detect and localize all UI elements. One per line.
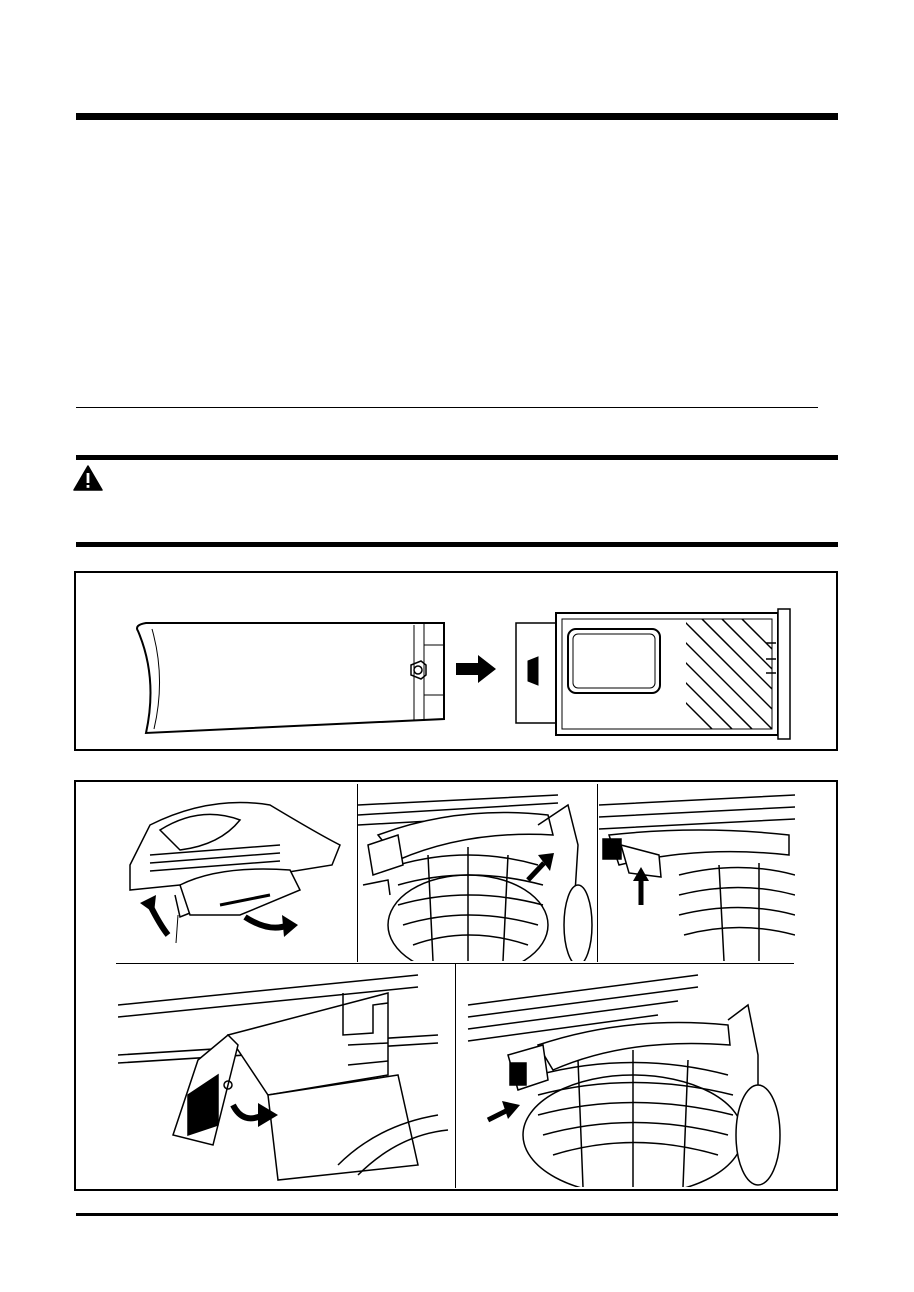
panel-divider bbox=[455, 963, 456, 1188]
arrow-right-icon bbox=[488, 1101, 520, 1120]
filter-basket bbox=[679, 863, 795, 961]
assembly-panel-2 bbox=[358, 785, 596, 961]
section-divider bbox=[76, 407, 818, 408]
arrow-right-icon bbox=[456, 655, 496, 683]
filter-basket bbox=[388, 847, 548, 961]
rotate-arrow-icon bbox=[140, 895, 168, 935]
warning-triangle-icon bbox=[73, 465, 103, 491]
footer-rule bbox=[76, 1213, 838, 1216]
rotate-arrow-icon bbox=[245, 915, 298, 937]
arrow-up-right-icon bbox=[528, 853, 554, 880]
assembly-panel-4 bbox=[118, 965, 454, 1187]
figure-tube-cartridge bbox=[74, 571, 838, 751]
assembly-panel-5 bbox=[458, 965, 794, 1187]
header-rule bbox=[76, 113, 838, 120]
assembly-panel-1 bbox=[120, 785, 356, 961]
assembly-panel-3 bbox=[599, 785, 795, 961]
panel-divider bbox=[597, 784, 598, 962]
filter-cartridge bbox=[516, 609, 836, 739]
warning-bottom-rule bbox=[76, 542, 838, 547]
warning-top-rule bbox=[76, 455, 838, 460]
blower-tube bbox=[137, 623, 444, 733]
filter-basket bbox=[523, 1050, 743, 1187]
